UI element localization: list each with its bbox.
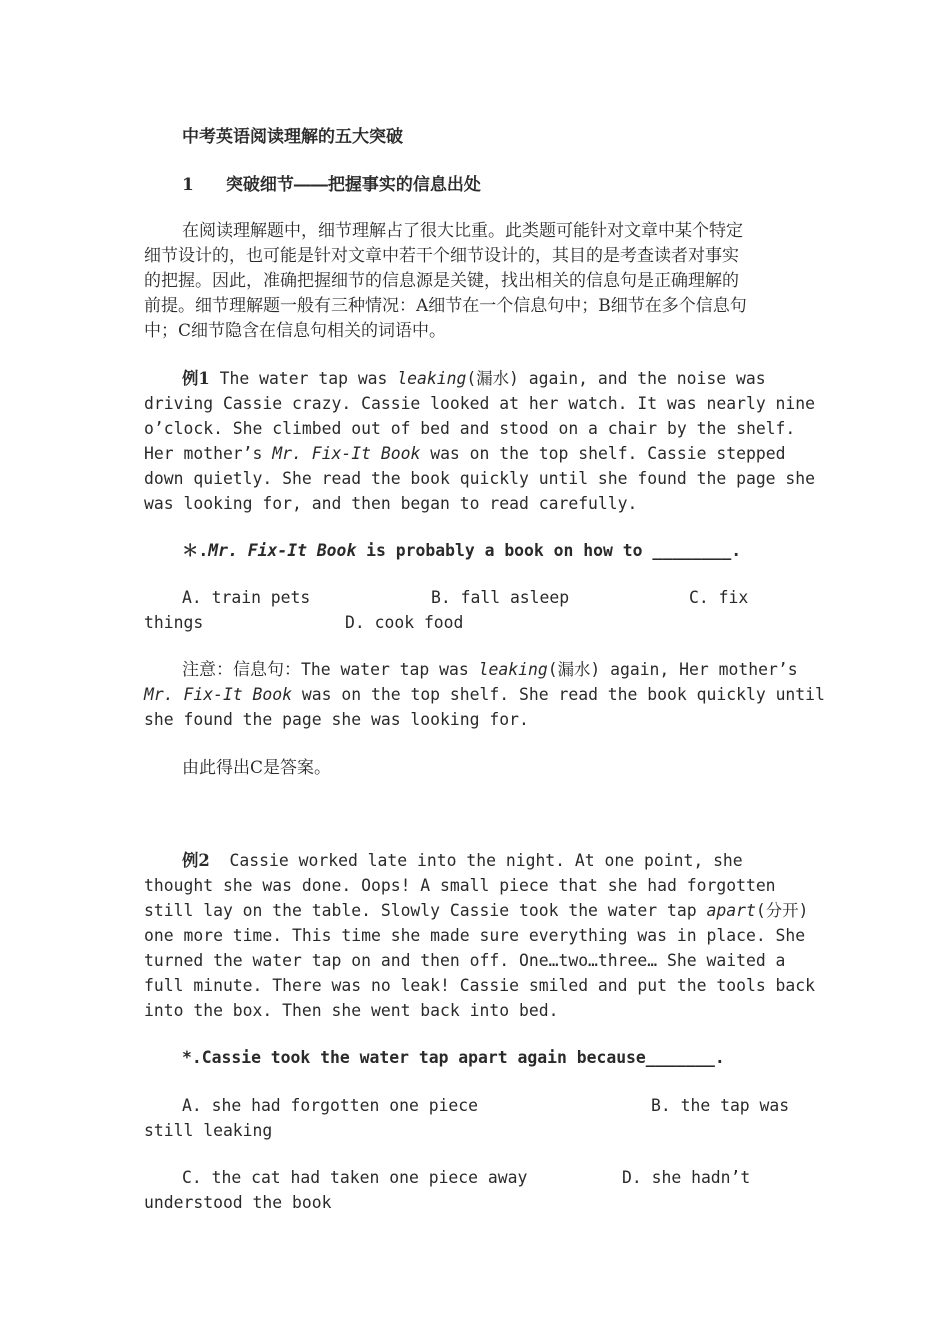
- example-1-question: ＊.Mr. Fix-It Book is probably a book on how to ________.: [182, 541, 742, 560]
- section-number: 1: [182, 175, 194, 195]
- example-2-option-d: D. she hadn’t: [622, 1168, 751, 1187]
- example-1-line-5: down quietly. She read the book quickly until she found the page she: [144, 469, 816, 488]
- example-2-line-1: 例2 Cassie worked late into the night. At one point, she: [182, 851, 743, 870]
- example-1-option-c-cont: things: [144, 613, 204, 632]
- intro-line-2: 细节设计的，也可能是针对文章中若干个细节设计的，其目的是考查读者对事实: [144, 246, 739, 266]
- example-1-option-d: D. cook food: [345, 613, 464, 632]
- conclusion: 由此得出C是答案。: [182, 758, 332, 778]
- example-2-line-3: still lay on the table. Slowly Cassie took the water tap apart(分开): [144, 901, 809, 920]
- example-1-label: 例1: [182, 369, 210, 388]
- note-line-3: she found the page she was looking for.: [144, 710, 529, 729]
- section-title: 突破细节――把握事实的信息出处: [225, 175, 481, 195]
- example-2-line-6: full minute. There was no leak! Cassie smiled and put the tools back: [144, 976, 816, 995]
- example-2-line-4: one more time. This time she made sure everything was in place. She: [144, 926, 806, 945]
- example-1-line-4: Her mother’s Mr. Fix-It Book was on the top shelf. Cassie stepped: [144, 444, 786, 463]
- intro-line-4: 前提。细节理解题一般有三种情况：A细节在一个信息句中；B细节在多个信息句: [144, 296, 747, 316]
- note-line-1: 注意：信息句：The water tap was leaking(漏水) again, Her mother’s: [182, 660, 798, 680]
- note-line-2: Mr. Fix-It Book was on the top shelf. She read the book quickly until: [144, 685, 825, 704]
- example-2-option-c: C. the cat had taken one piece away: [182, 1168, 528, 1187]
- example-2-label: 例2: [182, 851, 210, 870]
- example-2-line-2: thought she was done. Oops! A small piece that she had forgotten: [144, 876, 776, 895]
- example-2-option-b: B. the tap was: [651, 1096, 790, 1115]
- example-2-line-7: into the box. Then she went back into bed.: [144, 1001, 559, 1020]
- example-1-option-c: C. fix: [689, 588, 749, 607]
- intro-line-1: 在阅读理解题中，细节理解占了很大比重。此类题可能针对文章中某个特定: [182, 221, 743, 241]
- example-1-option-a: A. train pets: [182, 588, 311, 607]
- example-2-option-b-cont: still leaking: [144, 1121, 273, 1140]
- document-title: 中考英语阅读理解的五大突破: [182, 127, 403, 147]
- intro-line-5: 中；C细节隐含在信息句相关的词语中。: [144, 321, 447, 341]
- example-1-line-6: was looking for, and then began to read carefully.: [144, 494, 638, 513]
- example-2-question: *.Cassie took the water tap apart again because_______.: [182, 1048, 725, 1067]
- example-1-line-1: 例1 The water tap was leaking(漏水) again, and the noise was: [182, 369, 766, 388]
- example-2-line-5: turned the water tap on and then off. One…two…three… She waited a: [144, 951, 786, 970]
- intro-line-3: 的把握。因此，准确把握细节的信息源是关键，找出相关的信息句是正确理解的: [144, 271, 739, 291]
- example-1-line-2: driving Cassie crazy. Cassie looked at her watch. It was nearly nine: [144, 394, 816, 413]
- example-1-line-3: o’clock. She climbed out of bed and stood on a chair by the shelf.: [144, 419, 796, 438]
- example-1-option-b: B. fall asleep: [431, 588, 570, 607]
- example-2-option-d-cont: understood the book: [144, 1193, 332, 1212]
- section-1-heading: [182, 175, 481, 195]
- example-2-option-a: A. she had forgotten one piece: [182, 1096, 479, 1115]
